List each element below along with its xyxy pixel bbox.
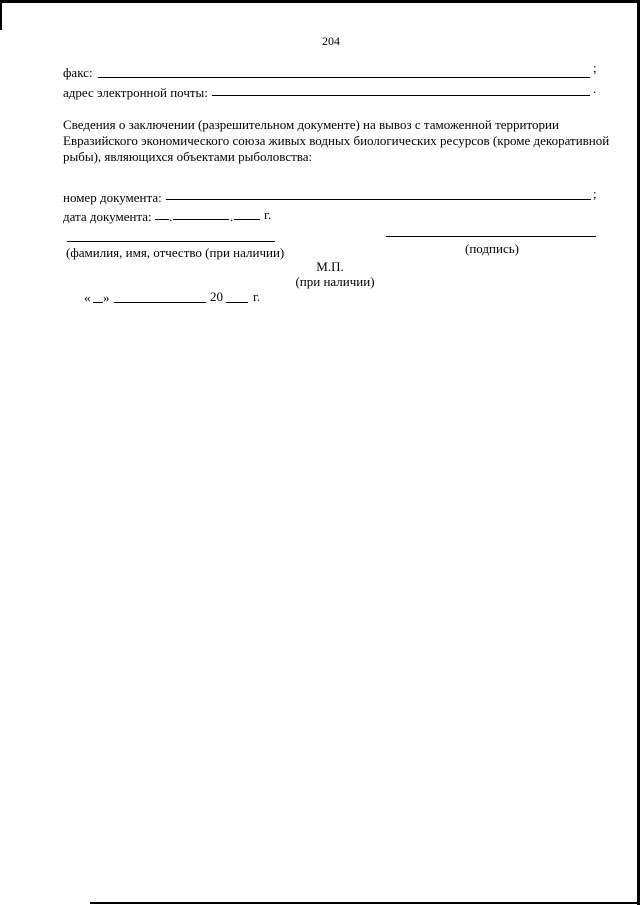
doc-date-suffix: г.: [264, 207, 272, 222]
sign-date-year-line[interactable]: [226, 302, 248, 303]
paragraph-line: рыбы), являющихся объектами рыболовства:: [63, 149, 313, 164]
email-field-line[interactable]: [212, 95, 590, 96]
stamp-caption: (при наличии): [295, 274, 375, 289]
doc-date-label: дата документа:: [63, 209, 152, 224]
doc-date-month-line[interactable]: [173, 219, 229, 220]
doc-date-day-line[interactable]: [155, 219, 169, 220]
sign-date-close-quote: »: [103, 290, 110, 305]
email-label: адрес электронной почты:: [63, 85, 208, 100]
sign-date-month-line[interactable]: [114, 302, 206, 303]
scan-edge-bottom: [90, 902, 638, 904]
signature-caption: (подпись): [465, 241, 519, 256]
doc-number-label: номер документа:: [63, 190, 162, 205]
email-end-mark: .: [593, 81, 597, 96]
sign-date-open-quote: «: [84, 290, 91, 305]
doc-date-year-line[interactable]: [234, 219, 260, 220]
scan-edge-left: [0, 0, 2, 30]
sign-date-year-prefix: 20: [210, 289, 223, 304]
doc-date-separator: .: [169, 209, 173, 224]
sign-date-day-line[interactable]: [93, 302, 103, 303]
stamp-label: М.П.: [316, 259, 344, 274]
paragraph-line: Сведения о заключении (разрешительном документе) на вывоз с таможенной территории: [63, 117, 559, 132]
scan-edge-top: [0, 0, 640, 3]
signature-line[interactable]: [386, 236, 596, 237]
full-name-caption: (фамилия, имя, отчество (при наличии): [66, 245, 285, 260]
doc-number-field-line[interactable]: [166, 199, 591, 200]
page-number: 204: [322, 34, 340, 48]
fax-end-mark: ;: [593, 60, 597, 75]
full-name-line[interactable]: [67, 241, 275, 242]
fax-label: факс:: [63, 65, 93, 80]
paragraph-line: Евразийского экономического союза живых водных биологических ресурсов (кроме декоративной: [63, 133, 610, 148]
doc-date-separator: .: [230, 209, 234, 224]
export-permit-paragraph: [63, 117, 610, 165]
sign-date-year-suffix: г.: [253, 289, 261, 304]
fax-field-line[interactable]: [98, 77, 590, 78]
doc-number-end-mark: ;: [593, 186, 597, 201]
